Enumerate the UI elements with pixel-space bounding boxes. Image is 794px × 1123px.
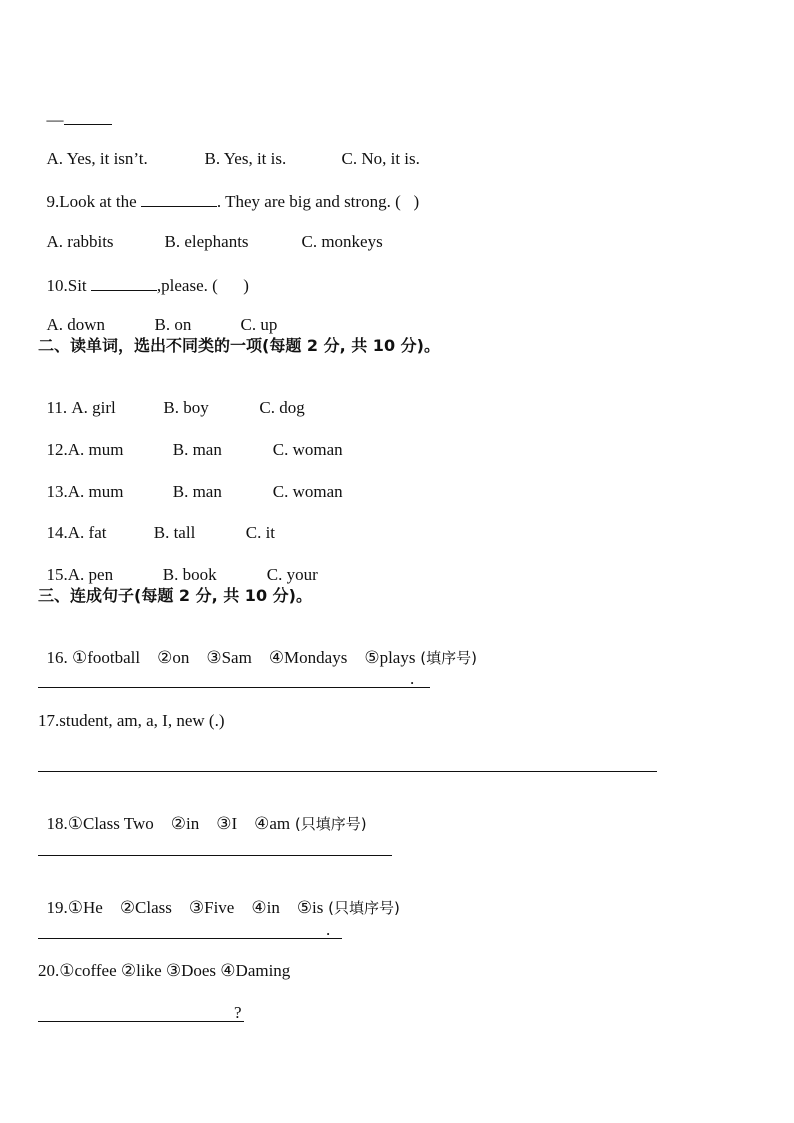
q13-number: 13. <box>46 482 68 501</box>
q19-words: 19.①He ②Class ③Five ④in ⑤is <box>46 898 324 917</box>
q11-number: 11. <box>46 398 72 417</box>
q19-answer-line[interactable] <box>38 937 342 939</box>
q12-option-b: B. man <box>172 440 222 459</box>
q11-option-a: A. girl <box>71 398 116 417</box>
q17-answer-line[interactable] <box>38 770 657 772</box>
q9-text-before: 9.Look at the <box>46 192 141 211</box>
q14-row <box>38 503 275 543</box>
q11-row <box>38 378 305 418</box>
q15-option-b: B. book <box>162 565 217 584</box>
q14-option-c: C. it <box>245 523 276 542</box>
q10-question <box>38 254 249 296</box>
q8-blank[interactable] <box>64 108 112 125</box>
q15-option-a: A. pen <box>67 565 114 584</box>
q10-option-b: B. on <box>154 315 192 334</box>
q14-number: 14. <box>46 523 68 542</box>
q12-row <box>38 420 343 460</box>
q18-question <box>38 794 367 834</box>
q10-option-a: A. down <box>46 315 106 334</box>
q16-answer-line[interactable] <box>38 686 430 688</box>
q20-answer-line[interactable] <box>38 1020 244 1022</box>
q13-option-a: A. mum <box>67 482 124 501</box>
q10-text-after: ,please. ( ) <box>156 276 249 295</box>
q19-note: (只填序号) <box>323 899 400 917</box>
q19-end-mark: . <box>326 920 331 939</box>
q14-option-a: A. fat <box>67 523 107 542</box>
q18-note: (只填序号) <box>290 815 367 833</box>
q10-text-before: 10.Sit <box>46 276 91 295</box>
q16-end-mark: . <box>410 669 415 688</box>
q9-option-a: A. rabbits <box>46 232 114 251</box>
q17-question: 17.student, am, a, I, new (.) <box>38 711 225 730</box>
q15-option-c: C. your <box>266 565 318 584</box>
q15-number: 15. <box>46 565 68 584</box>
q16-question <box>38 628 477 668</box>
q16-note: (填序号) <box>415 649 477 667</box>
q9-option-c: C. monkeys <box>301 232 383 251</box>
q9-question <box>38 170 419 212</box>
q13-row <box>38 462 343 502</box>
q10-blank[interactable] <box>91 274 157 291</box>
q8-options <box>38 129 420 169</box>
q12-option-a: A. mum <box>67 440 124 459</box>
q8-dash: — <box>46 110 64 129</box>
q18-answer-line[interactable] <box>38 854 392 856</box>
q9-options <box>38 212 383 252</box>
q9-blank[interactable] <box>141 190 217 207</box>
q20-question: 20.①coffee ②like ③Does ④Daming <box>38 961 291 980</box>
q8-option-b: B. Yes, it is. <box>204 149 287 168</box>
q10-options <box>38 295 277 335</box>
q13-option-c: C. woman <box>272 482 343 501</box>
q15-row <box>38 545 318 585</box>
q9-option-b: B. elephants <box>164 232 249 251</box>
q18-words: 18.①Class Two ②in ③I ④am <box>46 814 291 833</box>
q20-end-mark: ? <box>234 1003 242 1022</box>
q11-option-b: B. boy <box>163 398 209 417</box>
q8-option-a: A. Yes, it isn’t. <box>46 149 148 168</box>
q14-option-b: B. tall <box>153 523 196 542</box>
q19-question <box>38 878 400 918</box>
q13-option-b: B. man <box>172 482 222 501</box>
q16-words: 16. ①football ②on ③Sam ④Mondays ⑤plays <box>46 648 416 667</box>
q8-answer-line <box>38 88 112 130</box>
section3-heading: 三、连成句子(每题 2 分, 共 10 分)。 <box>38 586 312 605</box>
q12-option-c: C. woman <box>272 440 343 459</box>
q9-text-after: . They are big and strong. ( ) <box>216 192 420 211</box>
q11-option-c: C. dog <box>259 398 305 417</box>
q12-number: 12. <box>46 440 68 459</box>
section2-heading: 二、读单词，选出不同类的一项(每题 2 分, 共 10 分)。 <box>38 336 440 355</box>
q8-option-c: C. No, it is. <box>341 149 420 168</box>
q10-option-c: C. up <box>240 315 278 334</box>
